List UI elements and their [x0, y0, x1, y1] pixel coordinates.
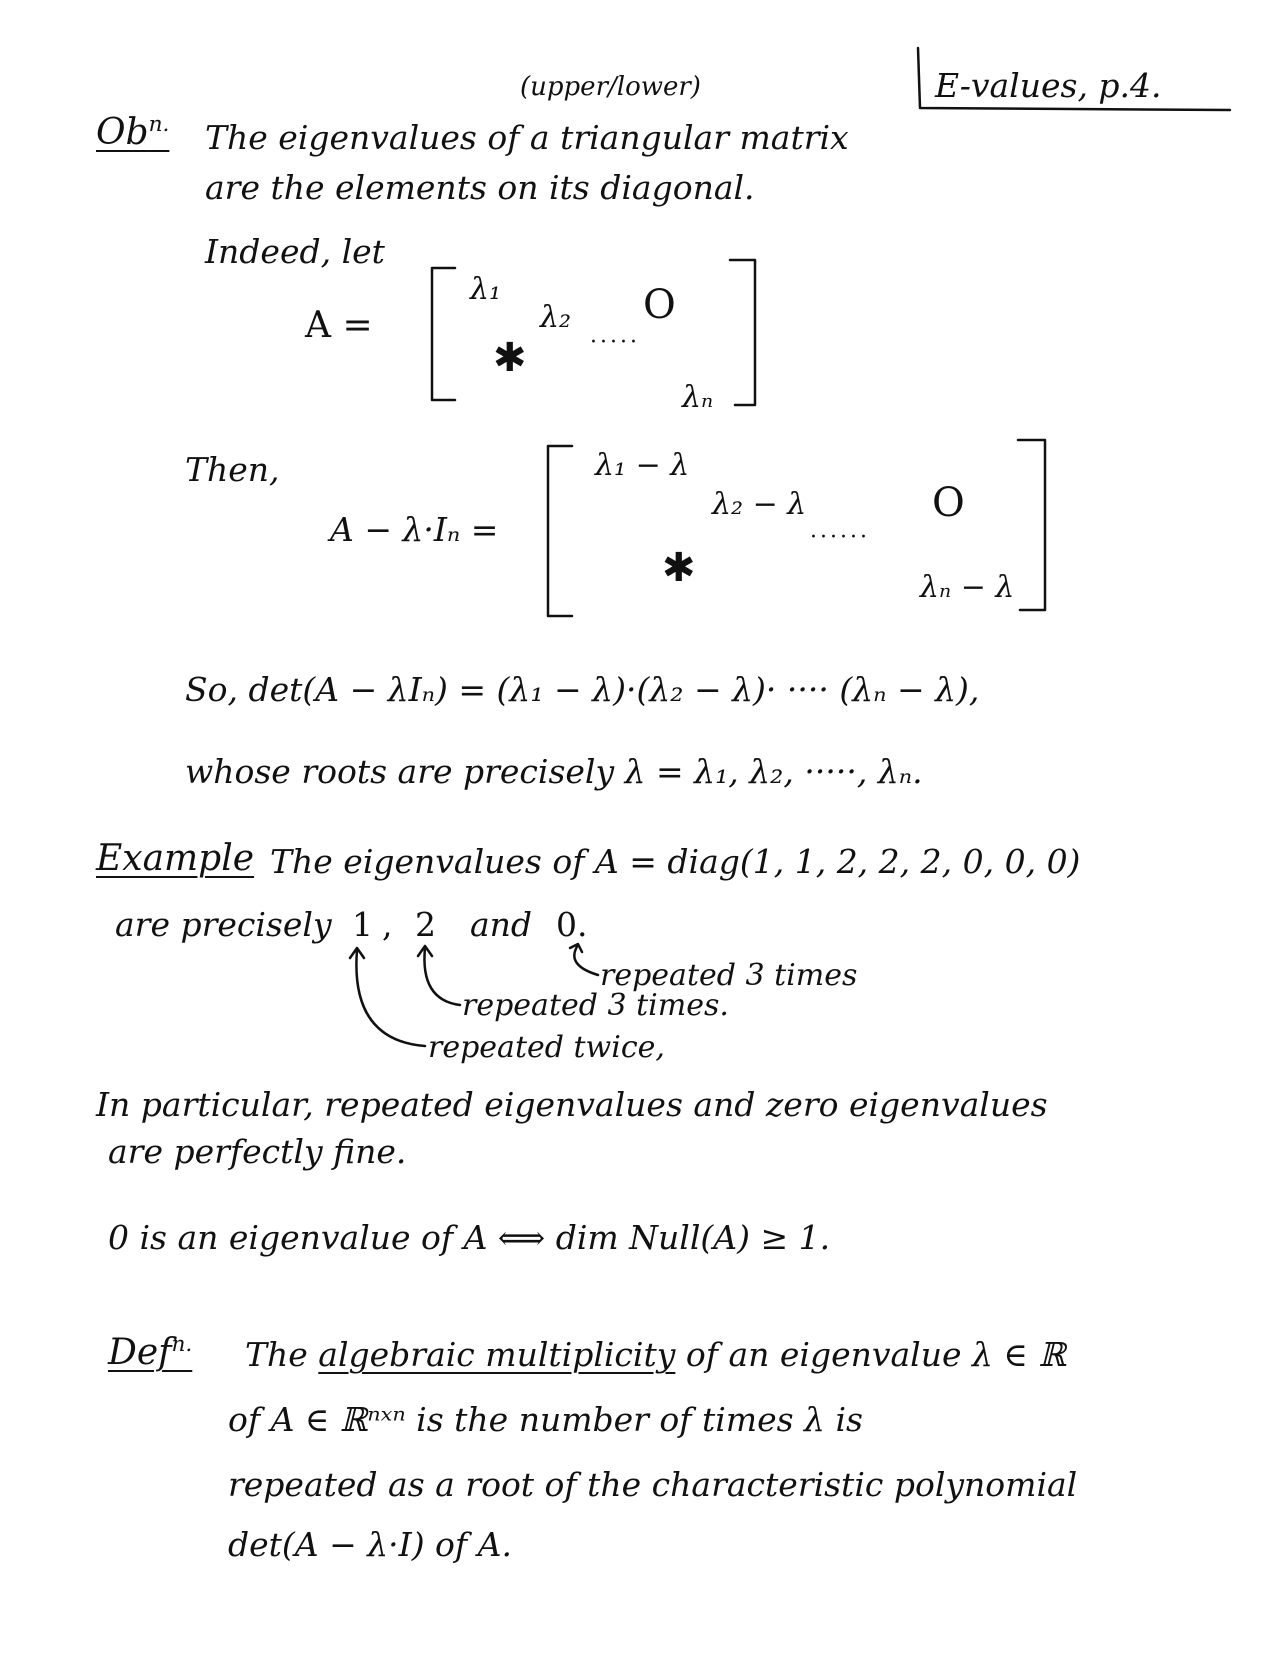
example-value-2: 2: [415, 905, 436, 944]
definition-term: algebraic multiplicity: [318, 1335, 676, 1374]
matrix-m-diag-n: λₙ − λ: [920, 570, 1015, 605]
roots-line: whose roots are precisely λ = λ₁, λ₂, ·····, λₙ.: [185, 752, 923, 791]
note-one-repeated: repeated twice,: [428, 1030, 665, 1065]
example-comma-1: ,: [382, 905, 393, 944]
matrix-a-left-bracket: [432, 268, 455, 400]
zero-eigenvalue-line: 0 is an eigenvalue of A ⟺ dim Null(A) ≥ 1.: [108, 1218, 831, 1257]
note-zero-repeated: repeated 3 times: [600, 958, 858, 993]
matrix-a-diag-1: λ₁: [470, 272, 502, 307]
then-text: Then,: [185, 450, 280, 489]
matrix-m-lhs: A − λ·Iₙ =: [330, 510, 499, 549]
definition-tag-sup: n.: [171, 1332, 193, 1357]
definition-line-3: repeated as a root of the characteristic polynomial: [228, 1465, 1078, 1504]
observation-tag-text: Ob: [96, 112, 149, 153]
matrix-m-diag-1: λ₁ − λ: [595, 448, 690, 483]
matrix-m-dots: ······: [810, 525, 870, 550]
particular-line-1: In particular, repeated eigenvalues and zero eigenvalues: [96, 1085, 1048, 1124]
matrix-a-upper-zero: O: [643, 282, 676, 328]
matrix-m-upper-zero: O: [932, 480, 965, 526]
arrow-to-one: [356, 950, 425, 1046]
matrix-a-lower-star: ✱: [493, 335, 527, 381]
example-value-1: 1: [352, 905, 373, 944]
indeed-text: Indeed, let: [205, 232, 385, 271]
matrix-a-lhs: A =: [305, 305, 373, 346]
arrow-to-zero: [574, 945, 598, 975]
determinant-line: So, det(A − λIₙ) = (λ₁ − λ)·(λ₂ − λ)· ···· (λₙ − λ),: [185, 670, 980, 709]
page-label: E-values, p.4.: [935, 66, 1162, 105]
matrix-m-left-bracket: [548, 446, 572, 616]
definition-tag-text: Def: [108, 1332, 172, 1373]
note-two-repeated: repeated 3 times.: [462, 988, 729, 1023]
matrix-m-diag-2: λ₂ − λ: [712, 487, 807, 522]
observation-line-1: The eigenvalues of a triangular matrix: [205, 118, 849, 157]
matrix-m-right-bracket: [1018, 440, 1045, 610]
example-and: and: [470, 905, 533, 944]
particular-line-2: are perfectly fine.: [108, 1132, 407, 1171]
definition-line-2: of A ∈ ℝⁿˣⁿ is the number of times λ is: [228, 1400, 863, 1439]
example-line-1: The eigenvalues of A = diag(1, 1, 2, 2, 2, 0, 0, 0): [270, 842, 1081, 881]
matrix-a-diag-2: λ₂: [540, 300, 572, 335]
example-label: Example: [96, 838, 255, 879]
matrix-a-dots: ·····: [590, 330, 640, 355]
matrix-a-diag-n: λₙ: [682, 380, 714, 415]
matrix-a-right-bracket: [730, 260, 755, 405]
observation-tag-sup: n.: [148, 112, 170, 137]
arrow-to-two: [424, 948, 460, 1005]
example-value-3: 0.: [556, 905, 588, 944]
example-line-2-prefix: are precisely: [115, 905, 332, 944]
observation-line-2: are the elements on its diagonal.: [205, 168, 755, 207]
definition-line-1-pre: The: [245, 1335, 308, 1374]
upper-lower-annotation: (upper/lower): [520, 72, 701, 102]
definition-line-1-post: of an eigenvalue λ ∈ ℝ: [685, 1335, 1066, 1374]
matrix-m-lower-star: ✱: [662, 545, 696, 591]
definition-line-4: det(A − λ·I) of A.: [228, 1525, 512, 1564]
header-box-line: [918, 48, 1230, 110]
